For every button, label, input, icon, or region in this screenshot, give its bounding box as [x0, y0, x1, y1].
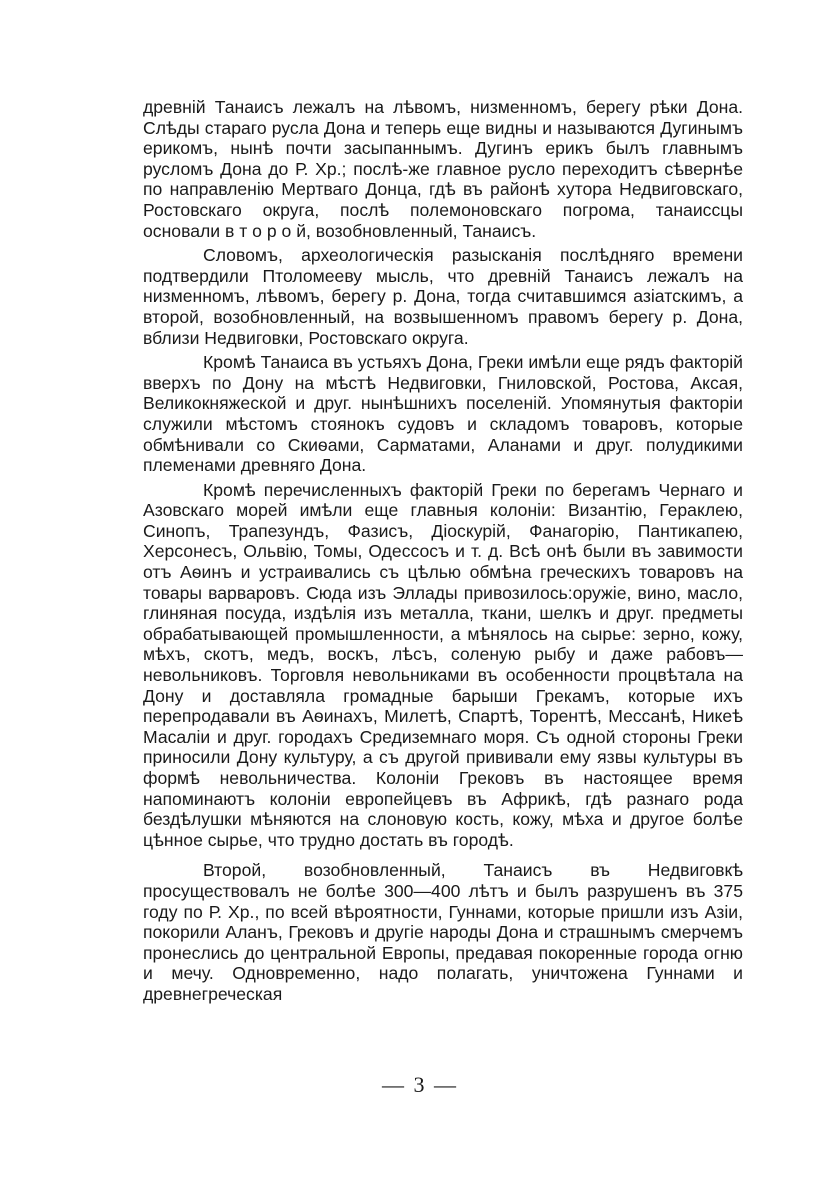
- document-page: [143, 97, 743, 1005]
- page-number: — 3 —: [382, 1072, 458, 1097]
- paragraph: Кромѣ Танаиса въ устьяхъ Дона, Греки имѣли еще рядъ факторiй вверхъ по Дону на мѣстѣ Недвиговки, Гниловской, Ростова, Аксая, Великокняжеской и друг. нынѣшнихъ поселенiй. Упомянутыя факторiи служили мѣстомъ стоянокъ судовъ и складомъ товаровъ, которые обмѣнивали со Скиѳами, Сарматами, Аланами и друг. полудикими племенами древняго Дона.: [143, 352, 743, 476]
- paragraph: Кромѣ перечисленныхъ факторiй Греки по берегамъ Чернаго и Азовскаго морей имѣли еще главныя колонiи: Византiю, Гераклею, Синопъ, Трапезундъ, Фазисъ, Дiоскурiй, Фанагорiю, Пантикапею, Херсонесъ, Ольвiю, Томы, Одессосъ и т. д. Всѣ онѣ были въ завимости отъ Аѳинъ и устраивались съ цѣлью обмѣна греческихъ товаровъ на товары варваровъ. Сюда изъ Эллады привозилось:оружiе, вино, масло, глиняная посуда, издѣлiя изъ металла, ткани, шелкъ и друг. предметы обрабатывающей промышленности, а мѣнялось на сырье: зерно, кожу, мѣхъ, скотъ, медъ, воскъ, лѣсъ, соленую рыбу и даже рабовъ—невольниковъ. Торговля невольниками въ особенности процвѣтала на Дону и доставляла громадные барыши Грекамъ, которые ихъ перепродавали въ Аѳинахъ, Милетѣ, Спартѣ, Торентѣ, Мессанѣ, Никеѣ Масалiи и друг. городахъ Средиземнаго моря. Съ одной стороны Греки приносили Дону культуру, а съ другой прививали ему язвы культуры въ формѣ невольничества. Колонiи Грековъ въ настоящее время напоминаютъ колонiи европейцевъ въ Африкѣ, гдѣ разнаго рода бездѣлушки мѣняются на слоновую кость, кожу, мѣха и другое болѣе цѣнное сырье, что трудно достать въ городѣ.: [143, 479, 743, 850]
- paragraph: древнiй Танаисъ лежалъ на лѣвомъ, низменномъ, берегу рѣки Дона. Слѣды стараго русла Дона и теперь еще видны и называются Дугинымъ ерикомъ, нынѣ почти засыпаннымъ. Дугинъ ерикъ былъ главнымъ русломъ Дона до Р. Хр.; послѣ-же главное русло переходитъ сѣвернѣе по направленiю Мертваго Донца, гдѣ въ районѣ хутора Недвиговскаго, Ростовскаго округа, послѣ полемоновскаго погрома, танаиссцы основали в т о р о й, возобновленный, Танаисъ.: [143, 97, 743, 241]
- paragraph: Второй, возобновленный, Танаисъ въ Недвиговкѣ просуществовалъ не болѣе 300—400 лѣтъ и былъ разрушенъ въ 375 году по Р. Хр., по всей вѣроятности, Гуннами, которые пришли изъ Азiи, покорили Аланъ, Грековъ и другiе народы Дона и страшнымъ смерчемъ пронеслись до центральной Европы, предавая покоренные города огню и мечу. Одновременно, надо полагать, уничтожена Гуннами и древнегреческая: [143, 860, 743, 1004]
- paragraph: Словомъ, археологическiя разысканiя послѣдняго времени подтвердили Птоломееву мысль, что древнiй Танаисъ лежалъ на низменномъ, лѣвомъ, берегу р. Дона, тогда считавшимся азiатскимъ, а второй, возобновленный, на возвышенномъ правомъ берегу р. Дона, вблизи Недвиговки, Ростовскаго округа.: [143, 245, 743, 348]
